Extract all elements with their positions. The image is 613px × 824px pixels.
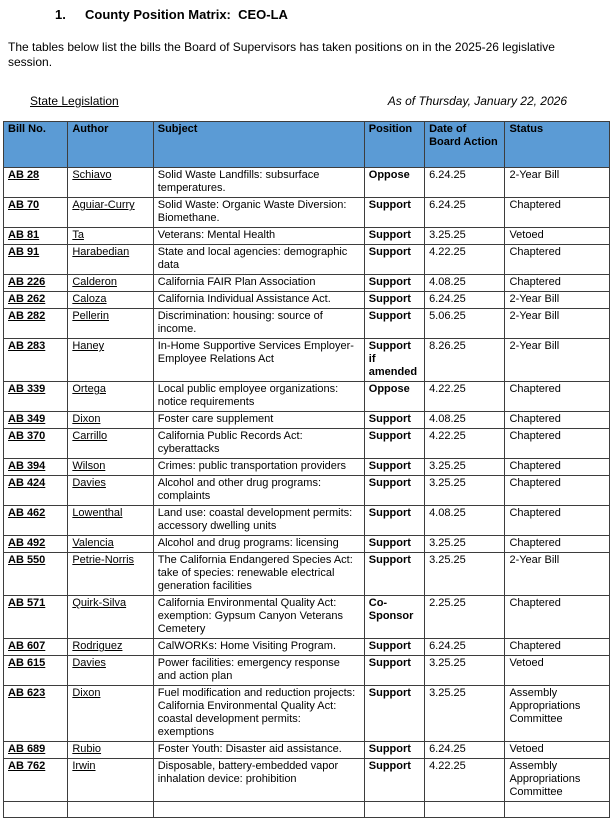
- bill-number-link[interactable]: AB 349: [4, 412, 68, 429]
- table-row: [4, 476, 610, 506]
- bill-position: Support: [364, 292, 424, 309]
- header-row: [4, 122, 610, 168]
- bill-number-link[interactable]: AB 283: [4, 339, 68, 382]
- board-action-date: 3.25.25: [425, 536, 505, 553]
- table-row: [4, 656, 610, 686]
- bill-position: Support: [364, 686, 424, 742]
- board-action-date: 6.24.25: [425, 639, 505, 656]
- bill-number-link[interactable]: AB 81: [4, 228, 68, 245]
- table-row: [4, 596, 610, 639]
- author-link[interactable]: Dixon: [68, 412, 153, 429]
- table-row: [4, 742, 610, 759]
- bill-position: Oppose: [364, 168, 424, 198]
- bill-number-link[interactable]: AB 262: [4, 292, 68, 309]
- bill-subject: Land use: coastal development permits: accessory dwelling units: [153, 506, 364, 536]
- bill-subject: California Individual Assistance Act.: [153, 292, 364, 309]
- bill-subject: Foster Youth: Disaster aid assistance.: [153, 742, 364, 759]
- author-link[interactable]: Caloza: [68, 292, 153, 309]
- table-row: [4, 198, 610, 228]
- bill-status: Chaptered: [505, 476, 610, 506]
- bill-subject: California FAIR Plan Association: [153, 275, 364, 292]
- empty-cell: [425, 802, 505, 818]
- table-row: [4, 292, 610, 309]
- bill-position: Support: [364, 656, 424, 686]
- bills-table: [3, 121, 610, 818]
- board-action-date: 3.25.25: [425, 553, 505, 596]
- bill-subject: California Environmental Quality Act: exemption: Gypsum Canyon Veterans Cemetery: [153, 596, 364, 639]
- bill-position: Support: [364, 459, 424, 476]
- table-row: [4, 639, 610, 656]
- intro-paragraph: The tables below list the bills the Board of Supervisors has taken positions on in the 2025-26 legislative session.: [8, 40, 555, 69]
- heading-number: 1.: [55, 7, 66, 22]
- bills-table-body: [4, 168, 610, 818]
- author-link[interactable]: Calderon: [68, 275, 153, 292]
- board-action-date: 3.25.25: [425, 686, 505, 742]
- table-row: [4, 412, 610, 429]
- bill-number-link[interactable]: AB 424: [4, 476, 68, 506]
- bill-position: Support: [364, 476, 424, 506]
- bill-number-link[interactable]: AB 550: [4, 553, 68, 596]
- column-header-subject: Subject: [153, 122, 364, 168]
- bill-number-link[interactable]: AB 615: [4, 656, 68, 686]
- bill-number-link[interactable]: AB 370: [4, 429, 68, 459]
- author-link[interactable]: Valencia: [68, 536, 153, 553]
- bill-number-link[interactable]: AB 462: [4, 506, 68, 536]
- bill-subject: Veterans: Mental Health: [153, 228, 364, 245]
- table-row: [4, 429, 610, 459]
- table-row: [4, 506, 610, 536]
- table-row: [4, 459, 610, 476]
- empty-cell: [505, 802, 610, 818]
- bill-status: Chaptered: [505, 245, 610, 275]
- author-link[interactable]: Wilson: [68, 459, 153, 476]
- table-row: [4, 168, 610, 198]
- heading-text: County Position Matrix: CEO-LA: [85, 7, 288, 22]
- bill-status: Chaptered: [505, 536, 610, 553]
- author-link[interactable]: Rubio: [68, 742, 153, 759]
- board-action-date: 4.08.25: [425, 506, 505, 536]
- author-link[interactable]: Carrillo: [68, 429, 153, 459]
- section-title: State Legislation: [30, 94, 119, 108]
- board-action-date: 3.25.25: [425, 656, 505, 686]
- board-action-date: 3.25.25: [425, 228, 505, 245]
- board-action-date: 6.24.25: [425, 198, 505, 228]
- bill-subject: California Public Records Act: cyberattacks: [153, 429, 364, 459]
- bill-number-link[interactable]: AB 28: [4, 168, 68, 198]
- bill-status: 2-Year Bill: [505, 309, 610, 339]
- bill-position: Support: [364, 309, 424, 339]
- bill-number-link[interactable]: AB 339: [4, 382, 68, 412]
- author-link[interactable]: Harabedian: [68, 245, 153, 275]
- bill-status: Chaptered: [505, 459, 610, 476]
- bill-subject: CalWORKs: Home Visiting Program.: [153, 639, 364, 656]
- table-row-partial: [4, 802, 610, 818]
- bill-status: 2-Year Bill: [505, 553, 610, 596]
- table-row: [4, 339, 610, 382]
- bill-position: Support: [364, 275, 424, 292]
- bill-status: Vetoed: [505, 742, 610, 759]
- bill-status: Chaptered: [505, 198, 610, 228]
- empty-cell: [153, 802, 364, 818]
- bill-position: Support if amended: [364, 339, 424, 382]
- bill-subject: Disposable, battery-embedded vapor inhalation device: prohibition: [153, 759, 364, 802]
- board-action-date: 8.26.25: [425, 339, 505, 382]
- author-link[interactable]: Davies: [68, 476, 153, 506]
- bill-subject: Fuel modification and reduction projects: California Environmental Quality Act: coastal development permits: exemptions: [153, 686, 364, 742]
- bill-subject: State and local agencies: demographic data: [153, 245, 364, 275]
- empty-cell: [68, 802, 153, 818]
- author-link[interactable]: Quirk-Silva: [68, 596, 153, 639]
- bill-position: Support: [364, 412, 424, 429]
- bill-subject: In-Home Supportive Services Employer-Employee Relations Act: [153, 339, 364, 382]
- bill-subject: Crimes: public transportation providers: [153, 459, 364, 476]
- author-link[interactable]: Haney: [68, 339, 153, 382]
- bill-status: Chaptered: [505, 639, 610, 656]
- bill-position: Support: [364, 429, 424, 459]
- bill-number-link[interactable]: AB 571: [4, 596, 68, 639]
- bill-subject: Foster care supplement: [153, 412, 364, 429]
- bill-position: Support: [364, 759, 424, 802]
- bill-status: Assembly Appropriations Committee: [505, 759, 610, 802]
- board-action-date: 4.22.25: [425, 429, 505, 459]
- table-header: [4, 122, 610, 168]
- column-header-bill-no: Bill No.: [4, 122, 68, 168]
- bill-status: Chaptered: [505, 506, 610, 536]
- bill-number-link[interactable]: AB 762: [4, 759, 68, 802]
- board-action-date: 4.08.25: [425, 275, 505, 292]
- table-row: [4, 382, 610, 412]
- bill-position: Support: [364, 742, 424, 759]
- bill-position: Support: [364, 639, 424, 656]
- bill-number-link[interactable]: AB 91: [4, 245, 68, 275]
- table-row: [4, 228, 610, 245]
- bill-subject: Solid Waste Landfills: subsurface temperatures.: [153, 168, 364, 198]
- column-header-author: Author: [68, 122, 153, 168]
- author-link[interactable]: Irwin: [68, 759, 153, 802]
- page-title: [55, 7, 613, 22]
- bill-position: Oppose: [364, 382, 424, 412]
- board-action-date: 5.06.25: [425, 309, 505, 339]
- bill-number-link[interactable]: AB 492: [4, 536, 68, 553]
- bill-position: Co-Sponsor: [364, 596, 424, 639]
- table-row: [4, 275, 610, 292]
- bill-subject: Power facilities: emergency response and action plan: [153, 656, 364, 686]
- author-link[interactable]: Ta: [68, 228, 153, 245]
- bill-status: Assembly Appropriations Committee: [505, 686, 610, 742]
- board-action-date: 6.24.25: [425, 168, 505, 198]
- column-header-status: Status: [505, 122, 610, 168]
- bill-position: Support: [364, 228, 424, 245]
- section-header-row: [30, 94, 567, 108]
- bill-status: Chaptered: [505, 275, 610, 292]
- bill-status: Chaptered: [505, 429, 610, 459]
- author-link[interactable]: Schiavo: [68, 168, 153, 198]
- bill-status: Chaptered: [505, 382, 610, 412]
- bill-number-link[interactable]: AB 70: [4, 198, 68, 228]
- bill-number-link[interactable]: AB 394: [4, 459, 68, 476]
- board-action-date: 6.24.25: [425, 742, 505, 759]
- board-action-date: 2.25.25: [425, 596, 505, 639]
- column-header-date-of-board-action: Date of Board Action: [425, 122, 505, 168]
- table-row: [4, 536, 610, 553]
- author-link[interactable]: Dixon: [68, 686, 153, 742]
- board-action-date: 4.22.25: [425, 759, 505, 802]
- bill-number-link[interactable]: AB 282: [4, 309, 68, 339]
- board-action-date: 3.25.25: [425, 459, 505, 476]
- table-row: [4, 759, 610, 802]
- board-action-date: 6.24.25: [425, 292, 505, 309]
- empty-cell: [4, 802, 68, 818]
- bill-position: Support: [364, 553, 424, 596]
- empty-cell: [364, 802, 424, 818]
- author-link[interactable]: Ortega: [68, 382, 153, 412]
- author-link[interactable]: Pellerin: [68, 309, 153, 339]
- bill-status: Chaptered: [505, 412, 610, 429]
- bill-position: Support: [364, 506, 424, 536]
- bill-status: 2-Year Bill: [505, 168, 610, 198]
- bill-subject: Alcohol and drug programs: licensing: [153, 536, 364, 553]
- bill-subject: Solid Waste: Organic Waste Diversion: Biomethane.: [153, 198, 364, 228]
- bill-status: Vetoed: [505, 656, 610, 686]
- bill-number-link[interactable]: AB 226: [4, 275, 68, 292]
- board-action-date: 4.08.25: [425, 412, 505, 429]
- bill-position: Support: [364, 536, 424, 553]
- bill-position: Support: [364, 245, 424, 275]
- table-row: [4, 553, 610, 596]
- as-of-date: As of Thursday, January 22, 2026: [387, 94, 567, 108]
- board-action-date: 4.22.25: [425, 382, 505, 412]
- bill-number-link[interactable]: AB 607: [4, 639, 68, 656]
- bill-number-link[interactable]: AB 623: [4, 686, 68, 742]
- table-row: [4, 686, 610, 742]
- board-action-date: 4.22.25: [425, 245, 505, 275]
- author-link[interactable]: Petrie-Norris: [68, 553, 153, 596]
- bill-position: Support: [364, 198, 424, 228]
- bill-status: 2-Year Bill: [505, 292, 610, 309]
- bill-number-link[interactable]: AB 689: [4, 742, 68, 759]
- bill-subject: Discrimination: housing: source of income.: [153, 309, 364, 339]
- table-row: [4, 309, 610, 339]
- bill-status: Chaptered: [505, 596, 610, 639]
- board-action-date: 3.25.25: [425, 476, 505, 506]
- column-header-position: Position: [364, 122, 424, 168]
- author-link[interactable]: Davies: [68, 656, 153, 686]
- author-link[interactable]: Lowenthal: [68, 506, 153, 536]
- bill-subject: Local public employee organizations: notice requirements: [153, 382, 364, 412]
- bill-subject: Alcohol and other drug programs: complaints: [153, 476, 364, 506]
- author-link[interactable]: Rodriguez: [68, 639, 153, 656]
- bill-subject: The California Endangered Species Act: take of species: renewable electrical generation facilities: [153, 553, 364, 596]
- author-link[interactable]: Aguiar-Curry: [68, 198, 153, 228]
- bill-status: Vetoed: [505, 228, 610, 245]
- bill-status: 2-Year Bill: [505, 339, 610, 382]
- table-row: [4, 245, 610, 275]
